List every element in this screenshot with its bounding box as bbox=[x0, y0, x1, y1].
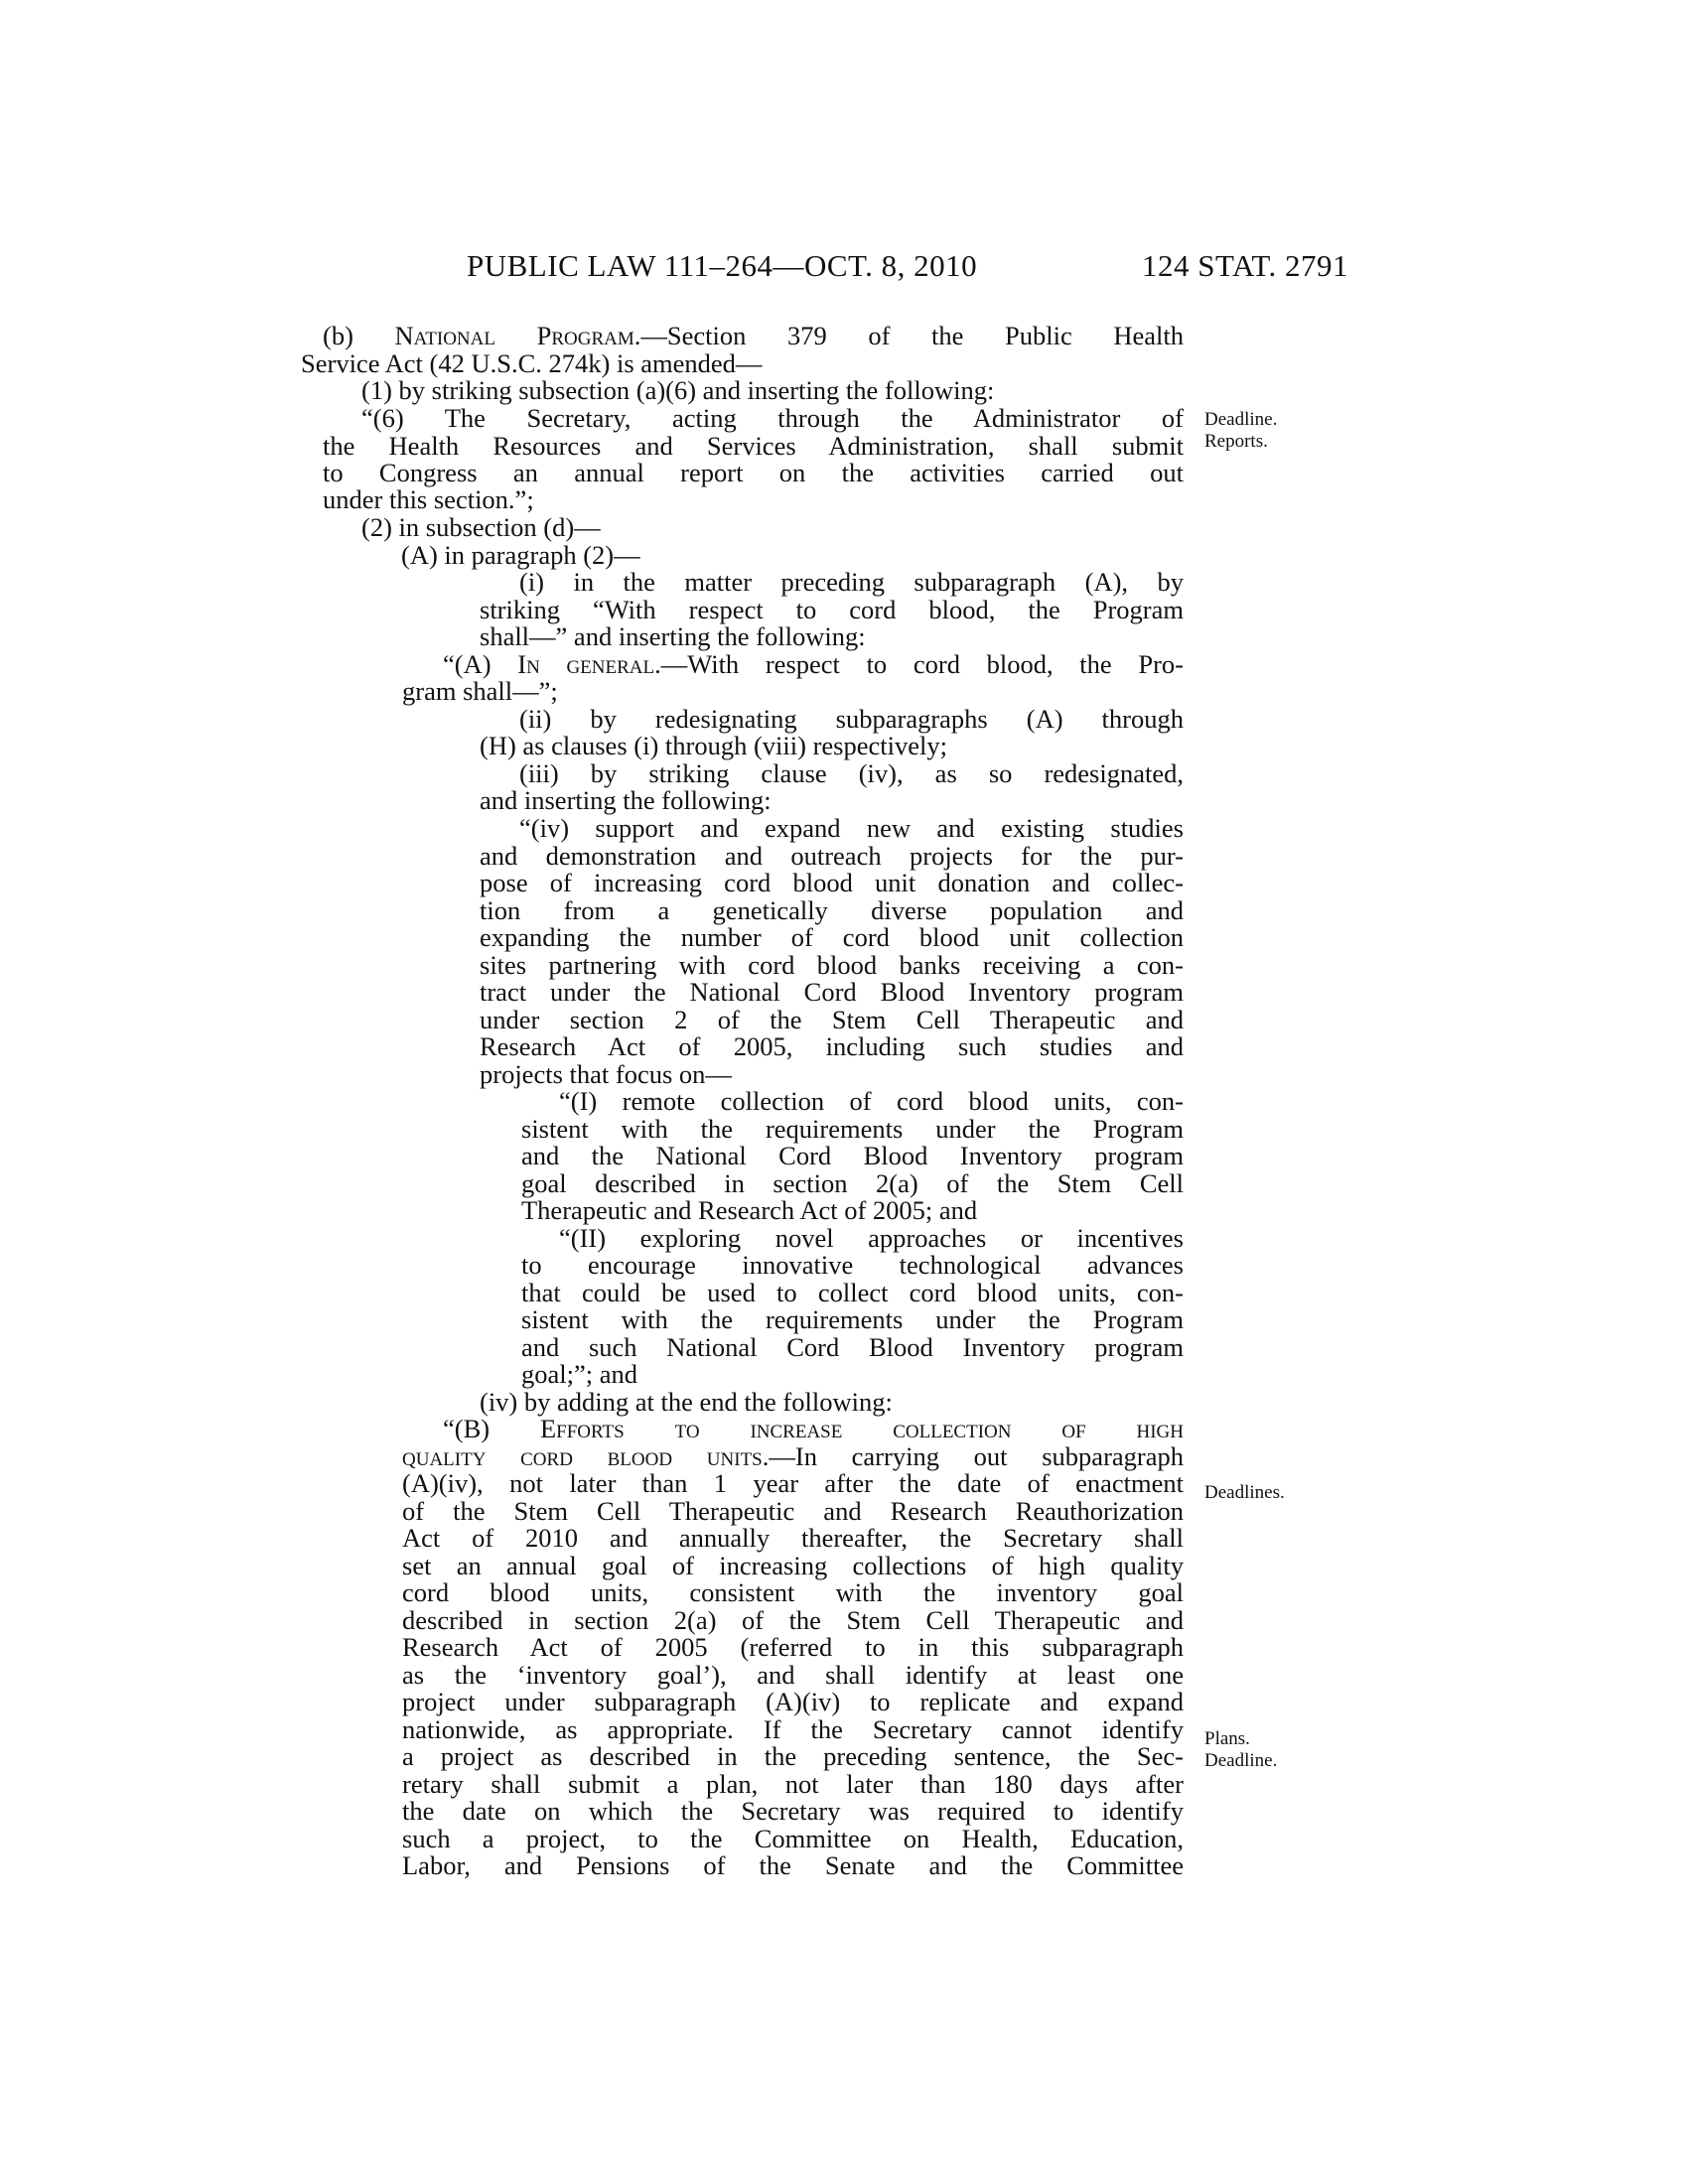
body-line: (iv) by adding at the end the following: bbox=[480, 1387, 893, 1417]
body-line: pose of increasing cord blood unit donation and collec- bbox=[480, 868, 1184, 897]
body-line: tract under the National Cord Blood Inventory program bbox=[480, 977, 1184, 1007]
body-line: project under subparagraph (A)(iv) to replicate and expand bbox=[402, 1687, 1184, 1716]
body-line: and the National Cord Blood Inventory program bbox=[521, 1141, 1184, 1170]
margin-note-line: Deadlines. bbox=[1204, 1482, 1285, 1503]
margin-note-plans-deadline bbox=[1204, 1728, 1277, 1772]
body-line: (i) in the matter preceding subparagraph (A), by bbox=[519, 567, 1184, 597]
body-line: (ii) by redesignating subparagraphs (A) through bbox=[519, 704, 1184, 734]
body-line: “(B) Efforts to increase collection of high bbox=[443, 1414, 1184, 1443]
body-line: under this section.”; bbox=[323, 484, 534, 514]
body-line: cord blood units, consistent with the inventory goal bbox=[402, 1577, 1184, 1607]
body-line: sites partnering with cord blood banks receiving a con- bbox=[480, 950, 1184, 980]
body-line: sistent with the requirements under the Program bbox=[521, 1114, 1184, 1144]
margin-note-deadlines bbox=[1204, 1482, 1285, 1504]
body-line: of the Stem Cell Therapeutic and Research Reauthorization bbox=[402, 1496, 1184, 1526]
margin-note-line: Deadline. bbox=[1204, 409, 1278, 430]
body-line: set an annual goal of increasing collections of high quality bbox=[402, 1551, 1184, 1580]
running-header-page: 124 STAT. 2791 bbox=[1142, 248, 1349, 283]
body-line: under section 2 of the Stem Cell Therapeutic and bbox=[480, 1005, 1184, 1034]
body-line: (2) in subsection (d)— bbox=[361, 512, 601, 542]
body-line: striking “With respect to cord blood, the Program bbox=[480, 595, 1184, 624]
body-line: retary shall submit a plan, not later than 180 days after bbox=[402, 1769, 1184, 1799]
body-line: (H) as clauses (i) through (viii) respectively; bbox=[480, 731, 947, 760]
body-line: Research Act of 2005, including such studies and bbox=[480, 1031, 1184, 1061]
body-line: tion from a genetically diverse population and bbox=[480, 895, 1184, 925]
body-line: (b) National Program.—Section 379 of the Public Health bbox=[323, 321, 1184, 350]
body-line: “(iv) support and expand new and existing studies bbox=[519, 813, 1184, 843]
body-line: the Health Resources and Services Administration, shall submit bbox=[323, 431, 1184, 461]
body-line: expanding the number of cord blood unit collection bbox=[480, 922, 1184, 952]
margin-note-deadline-reports bbox=[1204, 409, 1277, 453]
body-line: to Congress an annual report on the activities carried out bbox=[323, 458, 1184, 487]
body-line: quality cord blood units.—In carrying out subparagraph bbox=[402, 1441, 1184, 1471]
body-line: Act of 2010 and annually thereafter, the Secretary shall bbox=[402, 1523, 1184, 1553]
body-line: shall—” and inserting the following: bbox=[480, 621, 866, 651]
body-line: nationwide, as appropriate. If the Secretary cannot identify bbox=[402, 1714, 1184, 1744]
body-line: and such National Cord Blood Inventory program bbox=[521, 1332, 1184, 1362]
body-line: and inserting the following: bbox=[480, 785, 772, 815]
body-line: such a project, to the Committee on Health, Education, bbox=[402, 1824, 1184, 1853]
body-line: to encourage innovative technological advances bbox=[521, 1250, 1184, 1280]
body-line: described in section 2(a) of the Stem Cell Therapeutic and bbox=[402, 1605, 1184, 1635]
body-line: (iii) by striking clause (iv), as so redesignated, bbox=[519, 758, 1184, 788]
body-line: “(II) exploring novel approaches or incentives bbox=[559, 1223, 1184, 1253]
body-line: gram shall—”; bbox=[402, 676, 558, 706]
body-line: projects that focus on— bbox=[480, 1059, 732, 1089]
margin-note-line: Reports. bbox=[1204, 431, 1268, 452]
body-line: (A) in paragraph (2)— bbox=[401, 540, 640, 570]
body-line: Service Act (42 U.S.C. 274k) is amended— bbox=[301, 348, 763, 378]
body-line: “(6) The Secretary, acting through the Administrator of bbox=[361, 403, 1184, 433]
body-line: sistent with the requirements under the Program bbox=[521, 1304, 1184, 1334]
running-header-title: PUBLIC LAW 111–264—OCT. 8, 2010 bbox=[467, 248, 978, 283]
body-line: Labor, and Pensions of the Senate and the Committee bbox=[402, 1850, 1184, 1880]
body-line: a project as described in the preceding sentence, the Sec- bbox=[402, 1741, 1184, 1771]
body-line: (A)(iv), not later than 1 year after the date of enactment bbox=[402, 1468, 1184, 1498]
body-line: Therapeutic and Research Act of 2005; and bbox=[521, 1195, 978, 1225]
body-line: the date on which the Secretary was required to identify bbox=[402, 1796, 1184, 1826]
margin-note-line: Plans. bbox=[1204, 1728, 1250, 1749]
body-line: that could be used to collect cord blood units, con- bbox=[521, 1278, 1184, 1307]
margin-note-line: Deadline. bbox=[1204, 1750, 1278, 1771]
body-line: goal;”; and bbox=[521, 1359, 637, 1389]
body-line: as the ‘inventory goal’), and shall identify at least one bbox=[402, 1660, 1184, 1690]
body-line: and demonstration and outreach projects for the pur- bbox=[480, 841, 1184, 871]
body-line: “(I) remote collection of cord blood units, con- bbox=[559, 1086, 1184, 1116]
body-line: goal described in section 2(a) of the Stem Cell bbox=[521, 1168, 1184, 1198]
body-line: Research Act of 2005 (referred to in this subparagraph bbox=[402, 1632, 1184, 1662]
body-line: “(A) In general.—With respect to cord blood, the Pro- bbox=[443, 649, 1184, 679]
body-line: (1) by striking subsection (a)(6) and inserting the following: bbox=[361, 375, 995, 405]
